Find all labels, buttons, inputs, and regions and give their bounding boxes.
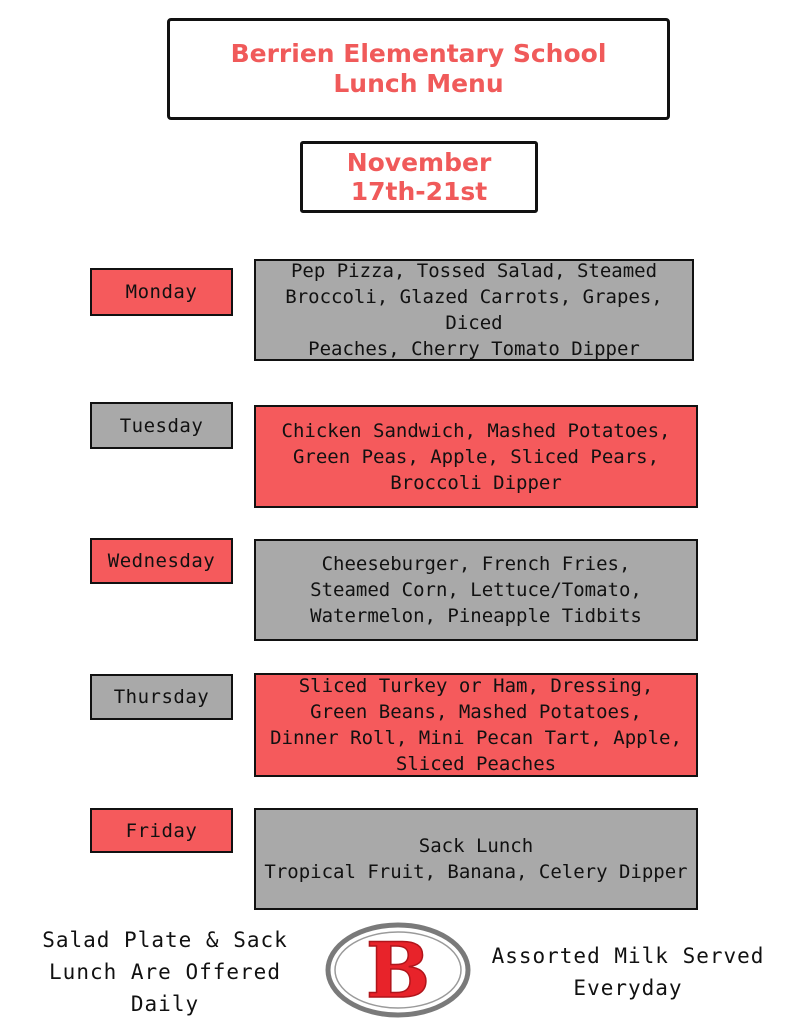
note-line: Daily [130,992,200,1016]
menu-line: Broccoli Dipper [390,471,562,494]
menu-line: Broccoli, Glazed Carrots, Grapes, Diced [285,286,663,334]
menu-line: Watermelon, Pineapple Tidbits [310,605,642,627]
note-line: Everyday [573,976,683,1000]
menu-line: Cheeseburger, French Fries, [321,553,631,575]
menu-line: Dinner Roll, Mini Pecan Tart, Apple, [270,727,682,749]
day-label-text: Wednesday [107,550,216,572]
menu-box-thursday [254,673,698,777]
page-subtitle: Lunch Menu [333,69,504,98]
logo-letter: B [365,926,431,1015]
menu-line: Sack Lunch [418,835,534,857]
date-range-box [300,141,538,213]
day-label-text: Tuesday [119,414,204,437]
menu-box-wednesday [254,539,698,641]
school-logo-icon [325,922,471,1018]
day-label-wednesday [90,538,233,584]
menu-line: Green Peas, Apple, Sliced Pears, [292,445,660,468]
day-label-thursday [90,674,233,720]
note-line: Lunch Are Offered [49,960,281,984]
page-title: Berrien Elementary School [230,39,607,68]
note-line: Assorted Milk Served [491,944,765,968]
menu-line: Sliced Turkey or Ham, Dressing, [298,675,654,697]
note-line: Salad Plate & Sack [42,928,288,952]
day-label-friday [90,808,233,853]
menu-box-tuesday [254,405,698,508]
menu-line: Chicken Sandwich, Mashed Potatoes, [281,419,671,442]
menu-line: Peaches, Cherry Tomato Dipper [308,338,640,360]
salad-plate-note [20,924,310,1020]
day-label-text: Thursday [113,686,210,708]
date-range: 17th-21st [350,177,488,206]
menu-line: Steamed Corn, Lettuce/Tomato, [310,579,642,601]
menu-box-friday [254,808,698,910]
day-label-text: Monday [125,281,198,303]
page-title-box [167,18,670,120]
menu-box-monday [254,259,694,361]
date-month: November [346,148,492,177]
menu-line: Pep Pizza, Tossed Salad, Steamed [290,260,658,282]
menu-line: Green Beans, Mashed Potatoes, [310,701,642,723]
day-label-monday [90,268,233,316]
day-label-text: Friday [125,819,198,842]
milk-note [478,940,778,1004]
day-label-tuesday [90,402,233,449]
menu-line: Sliced Peaches [395,753,557,775]
menu-line: Tropical Fruit, Banana, Celery Dipper [264,861,688,883]
